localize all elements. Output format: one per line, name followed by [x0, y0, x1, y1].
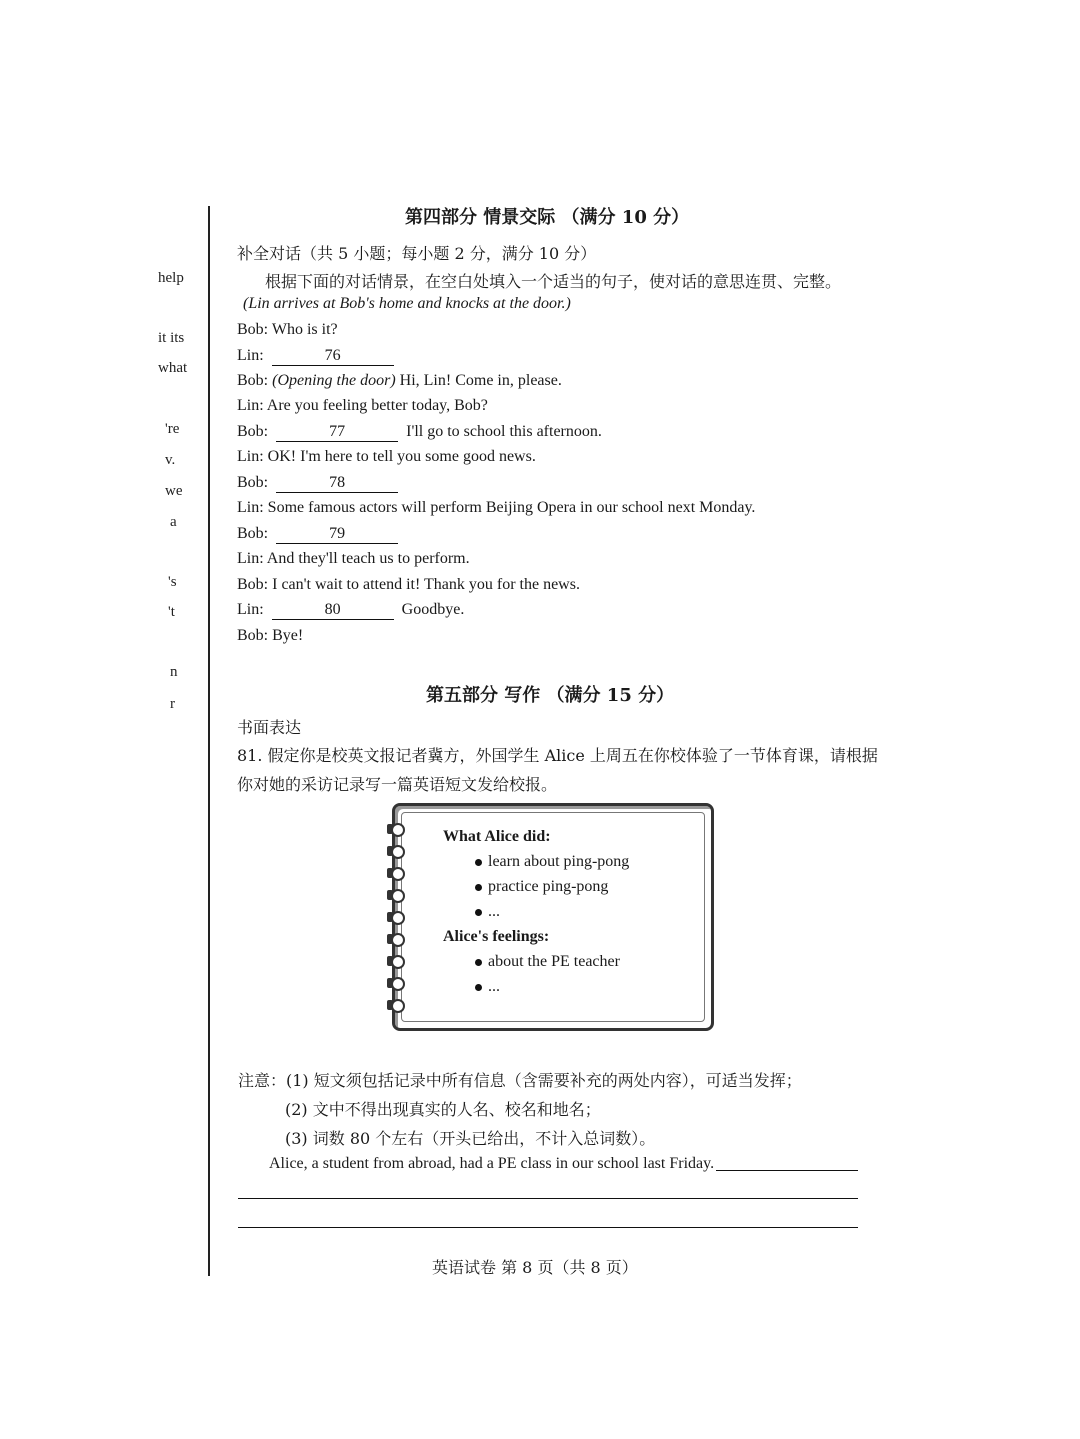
margin-fragment: we — [165, 483, 183, 499]
notebook-card — [392, 803, 714, 1031]
margin-rule — [208, 206, 210, 1276]
dialogue-line: Lin: Are you feeling better today, Bob? — [237, 397, 488, 414]
bullet-icon — [475, 884, 482, 891]
page-footer: 英语试卷 第 8 页（共 8 页） — [432, 1258, 638, 1277]
note-3: (3) 词数 80 个左右（开头已给出，不计入总词数）。 — [285, 1129, 656, 1148]
answer-blank-79[interactable]: 79 — [276, 525, 398, 544]
dialogue-line: Bob: Bye! — [237, 627, 304, 644]
spiral-ring-icon — [383, 978, 407, 988]
dialogue-line: Bob: 77 I'll go to school this afternoon. — [237, 423, 602, 440]
dialogue-line: Lin: 76 — [237, 347, 398, 366]
dialogue-line: Lin: And they'll teach us to perform. — [237, 550, 470, 567]
notebook-item: ... — [475, 978, 500, 996]
notebook-item: learn about ping-pong — [475, 853, 629, 871]
writing-line[interactable] — [716, 1170, 858, 1171]
margin-fragment: 're — [165, 421, 180, 437]
note-1: 注意：(1) 短文须包括记录中所有信息（含需要补充的两处内容），可适当发挥； — [238, 1071, 802, 1090]
writing-prompt: 81. 假定你是校英文报记者冀方，外国学生 Alice 上周五在你校体验了一节体育课，请根据 — [237, 746, 878, 765]
spiral-ring-icon — [383, 912, 407, 922]
answer-blank-76[interactable]: 76 — [272, 347, 394, 366]
notebook-item: ... — [475, 903, 500, 921]
spiral-ring-icon — [383, 956, 407, 966]
bullet-icon — [475, 909, 482, 916]
spiral-ring-icon — [383, 868, 407, 878]
margin-fragment: n — [170, 664, 178, 680]
dialogue-line: Bob: 79 — [237, 525, 402, 544]
writing-line[interactable] — [238, 1227, 858, 1228]
dialogue-line: Lin: OK! I'm here to tell you some good news. — [237, 448, 536, 465]
note-2: (2) 文中不得出现真实的人名、校名和地名； — [285, 1100, 601, 1119]
dialogue-line: Bob: I can't wait to attend it! Thank you for the news. — [237, 576, 580, 593]
part4-title: 第四部分 情景交际 （满分 10 分） — [405, 207, 690, 228]
margin-fragment: r — [170, 696, 175, 712]
dialogue-line: Bob: Who is it? — [237, 321, 338, 338]
answer-blank-80[interactable]: 80 — [272, 601, 394, 620]
dialogue-line: Bob: (Opening the door) Hi, Lin! Come in, please. — [237, 372, 562, 389]
writing-prompt: 你对她的采访记录写一篇英语短文发给校报。 — [237, 775, 558, 794]
bullet-icon — [475, 859, 482, 866]
essay-opening: Alice, a student from abroad, had a PE class in our school last Friday. — [269, 1155, 715, 1172]
dialogue-line: Lin: 80 Goodbye. — [237, 601, 465, 618]
spiral-ring-icon — [383, 890, 407, 900]
margin-fragment: what — [158, 360, 188, 376]
margin-fragment: help — [158, 270, 184, 286]
notebook-heading-did: What Alice did: — [443, 828, 551, 845]
spiral-ring-icon — [383, 824, 407, 834]
spiral-ring-icon — [383, 934, 407, 944]
part5-subtitle: 书面表达 — [237, 718, 302, 737]
notebook-item: practice ping-pong — [475, 878, 608, 896]
margin-fragment: v. — [165, 452, 176, 468]
dialogue-line: Lin: Some famous actors will perform Beijing Opera in our school next Monday. — [237, 499, 756, 516]
notebook-heading-feelings: Alice's feelings: — [443, 928, 550, 945]
stage-direction: (Lin arrives at Bob's home and knocks at the door.) — [243, 295, 571, 312]
part4-subtitle: 补全对话（共 5 小题；每小题 2 分，满分 10 分） — [237, 244, 597, 263]
writing-line[interactable] — [238, 1198, 858, 1199]
margin-fragment: a — [170, 514, 177, 530]
answer-blank-78[interactable]: 78 — [276, 474, 398, 493]
margin-fragment: 's — [168, 574, 177, 590]
margin-fragment: 't — [168, 604, 175, 620]
margin-fragment: it its — [158, 330, 185, 346]
spiral-ring-icon — [383, 1000, 407, 1010]
part4-instruction: 根据下面的对话情景，在空白处填入一个适当的句子，使对话的意思连贯、完整。 — [265, 272, 842, 291]
bullet-icon — [475, 959, 482, 966]
bullet-icon — [475, 984, 482, 991]
dialogue-line: Bob: 78 — [237, 474, 402, 493]
notebook-item: about the PE teacher — [475, 953, 620, 971]
spiral-ring-icon — [383, 846, 407, 856]
answer-blank-77[interactable]: 77 — [276, 423, 398, 442]
part5-title: 第五部分 写作 （满分 15 分） — [426, 685, 675, 706]
